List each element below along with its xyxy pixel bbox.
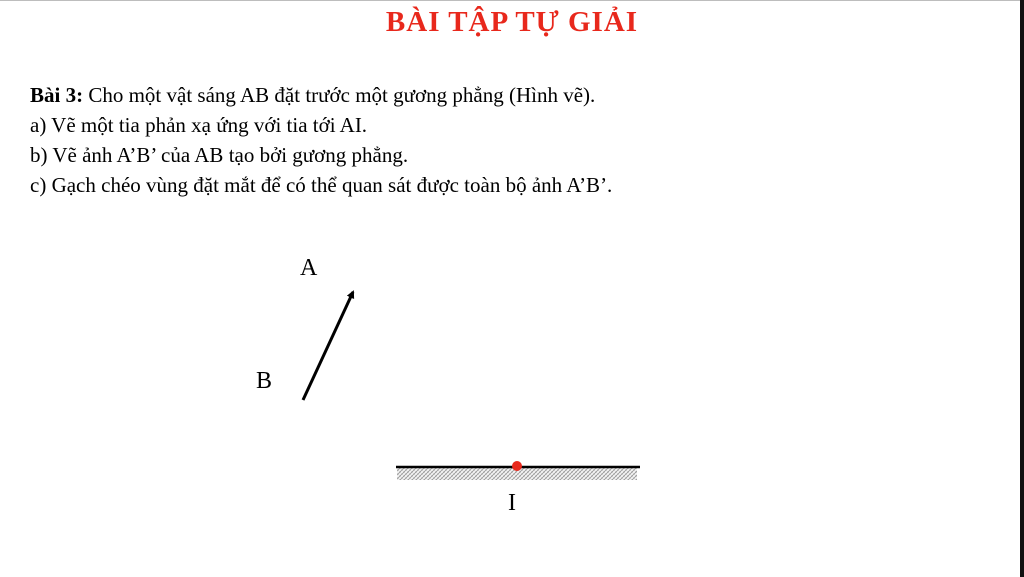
label-a: A [300,255,318,281]
point-i [512,461,522,471]
part-a: a) Vẽ một tia phản xạ ứng với tia tới AI. [30,113,368,137]
part-c: c) Gạch chéo vùng đặt mắt để có thể quan sát được toàn bộ ảnh A’B’. [30,173,613,197]
page-title: BÀI TẬP TỰ GIẢI [385,6,639,38]
label-b: B [256,368,273,394]
label-i: I [508,490,516,516]
problem-number: Bài 3: [30,83,84,107]
problem-statement-text: Cho một vật sáng AB đặt trước một gương phẳng (Hình vẽ). [83,83,596,107]
object-ab-arrow [303,292,353,400]
part-b: b) Vẽ ảnh A’B’ của AB tạo bởi gương phẳng. [30,143,409,167]
